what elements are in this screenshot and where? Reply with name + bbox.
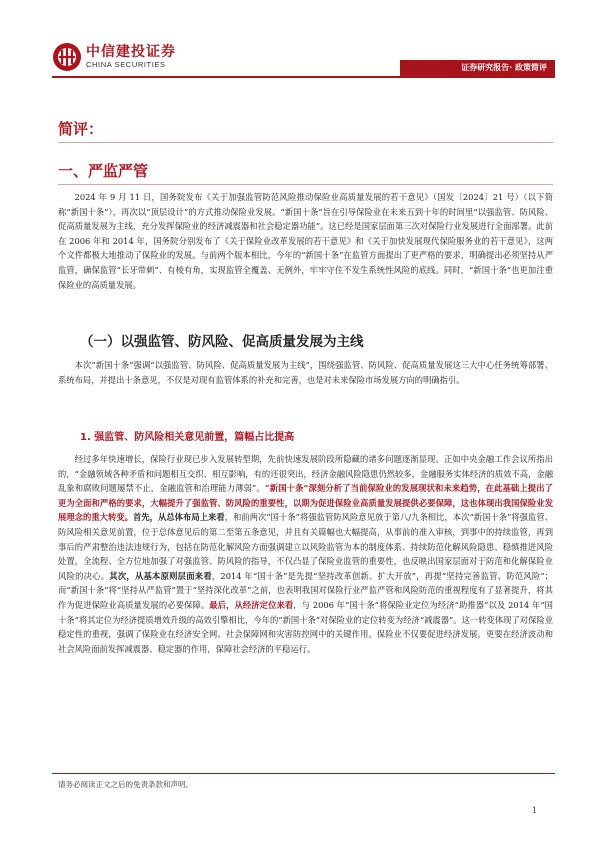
bold-lead-3: 最后，从经济定位来看	[209, 599, 294, 610]
body-text-c: ，和前两次“国十条”将强监管防风险意见放于第八/九条相比，本次“新国十条”将强监管、防风险相关意见前置，位于总体意见后的第二至第五条意见，并且有关篇幅也大幅提高，从事前的准入审核，到事中的持续监管，再到事后的严肃整治违法违规行为，包括在防范化解风险方面强调建立以风险监管为本的制度体系、持续防范化解风险隐患、稳慎推进风险处置，全流程、全方位地加强了对强监管、防风险的指导，不仅凸显了保险业监管的重要性，也反映出国家层面对于防范和化解保险业风险的决心。	[58, 512, 553, 581]
company-logo	[52, 42, 176, 72]
page-number: 1	[532, 806, 538, 815]
intro-paragraph: 2024 年 9 月 11 日，国务院发布《关于加强监管防范风险推动保险业高质量发展的若干意见》（国发〔2024〕21 号）（以下简称“新国十条”），再次以“顶层设计”的方式推动保险业发展。“新国十条”旨在引导保险业在未来五到十年的时间里“以强监管、防风险、促高质量发展为主线，充分发挥保险业的经济减震器和社会稳定器功能”。这已经是国家层面第三次对保险行业发展进行全面部署。此前在 2006 年和 2014 年，国务院分别发布了《关于保险业改革发展的若干意见》和《关于加快发展现代保险服务业的若干意见》，这两个文件都极大地推动了保险业的发展。与前两个版本相比，今年的“新国十条”在监管方面提出了更严格的要求，明确提出必须坚持从严监管，确保监管“长牙带刺”、有棱有角，实现监管全覆盖、无例外，牢牢守住不发生系统性风险的底线。同时，“新国十条”也更加注重保险业的高质量发展。	[58, 192, 553, 290]
divider	[58, 184, 553, 185]
body-paragraph	[58, 452, 553, 656]
section-review-heading: 简评：	[58, 120, 104, 138]
point-one-heading: 1. 强监管、防风险相关意见前置，篇幅占比提高	[80, 432, 295, 443]
report-type-banner: 证券研究报告· 政策简评	[400, 60, 555, 76]
body-text-e: ，与 2006 年“国十条”将保险业定位为经济“助推器”以及 2014 年“国十条”将其定位为经济提质增效升级的高效引擎相比，今年的“新国十条”对保险业的定位转变为经济“减震器”。这一转变体现了对保险业稳定性的重视，强调了保险业在经济安全网、社会保障网和灾害防控网中的关键作用。保险业不仅要促进经济发展，更要在经济波动和社会风险面前发挥减震器、稳定器的作用，保障社会经济的平稳运行。	[58, 599, 553, 654]
logo-en-text: CHINA SECURITIES	[86, 60, 166, 69]
body-text-d: ，2014 年“国十条”是先提“坚持改革创新、扩大开放”，再提“坚持完善监管、防范风险”；而“新国十条”将“坚持从严监管”置于“坚持深化改革”之前，也表明我国对保险行业严监严管和风险防范的重视程度有了显著提升，将其作为促进保险业高质量发展的必要保障。	[58, 570, 553, 610]
bold-lead-2: 其次，从基本原则层面来看	[109, 570, 212, 581]
footer-divider	[52, 773, 555, 774]
divider	[58, 142, 553, 143]
china-securities-logo-icon	[52, 42, 82, 72]
bold-lead-1: 首先，从总体布局上来看	[133, 512, 225, 523]
subsection-intro-paragraph: 本次“新国十条”强调“以强监管、防风险、促高质量发展为主线”，围绕强监管、防风险、促高质量发展这三大中心任务统筹部署、系统布局，并提出十条意见，不仅是对现有监管体系的补充和完善，也是对未来保险市场发展方向的明确指引。	[58, 360, 553, 385]
emphasis-text: “新国十条”深刻分析了当前保险业的发展现状和未来趋势，在此基础上提出了更为全面和严格的要求，大幅提升了强监管、防风险的重要性，以期为促进保险业高质量发展提供必要保障，这也体现出我国保险业发展理念的重大转变。	[58, 483, 553, 523]
logo-cn-text: 中信建投证券	[86, 44, 176, 60]
body-text-a: 经过多年快速增长，保险行业现已步入发展转型期，先前快速发展阶段所隐藏的诸多问题逐渐显现。正如中央金融工作会议所指出的，“金融领域各种矛盾和问题相互交织、相互影响，有的还很突出，经济金融风险隐患仍然较多，金融服务实体经济的质效不高，金融乱象和腐败问题屡禁不止，金融监管和治理能力薄弱”。	[58, 454, 553, 494]
header-divider	[52, 76, 555, 78]
disclaimer-note: 请务必阅读正文之后的免责条款和声明。	[58, 780, 193, 789]
section-one-heading: 一、严监严管	[58, 162, 149, 180]
subsection-one-heading: （一）以强监管、防风险、促高质量发展为主线	[80, 334, 364, 350]
